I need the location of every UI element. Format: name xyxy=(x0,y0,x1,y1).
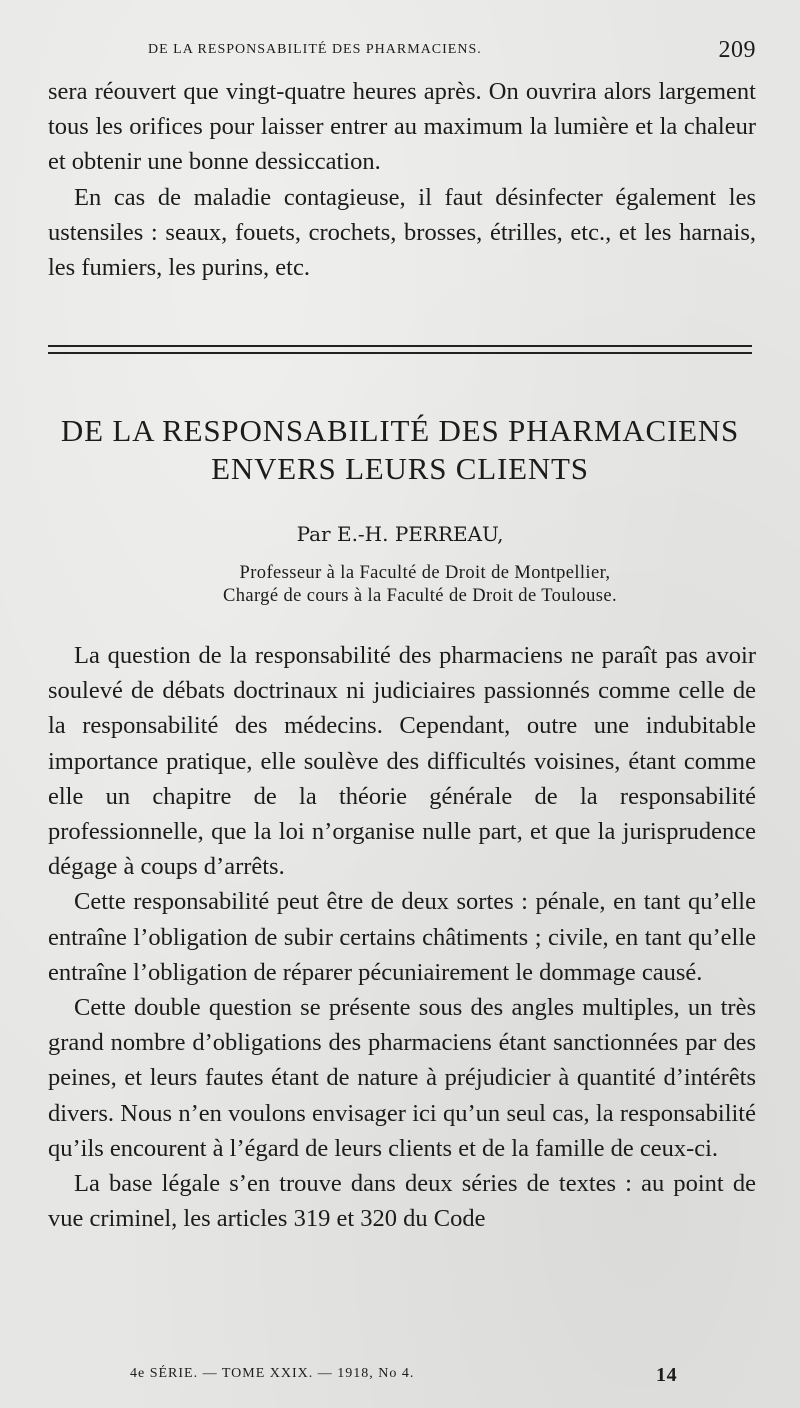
running-head-title: DE LA RESPONSABILITÉ DES PHARMACIENS. xyxy=(148,42,482,57)
signature-mark: 14 xyxy=(656,1364,678,1386)
author-name: E.-H. PERREAU, xyxy=(336,522,504,546)
byline-prefix: Par xyxy=(296,522,331,546)
article-title-line: ENVERS LEURS CLIENTS xyxy=(211,451,589,486)
page-number: 209 xyxy=(718,36,756,63)
byline xyxy=(0,522,800,546)
intro-paragraph: sera réouvert que vingt-quatre heures après. On ouvrira alors largement tous les orifices pour laisser entrer au maximum la lumière et la chaleur et obtenir une bonne dessiccation. xyxy=(48,78,756,176)
article-title-line: DE LA RESPONSABILITÉ DES PHARMACIENS xyxy=(60,413,740,448)
intro-paragraph: En cas de maladie contagieuse, il faut désinfecter également les ustensiles : seaux, fouets, crochets, brosses, étrilles, etc., et les harnais, les fumiers, les purins, etc. xyxy=(48,183,756,282)
body-paragraph: La base légale s’en trouve dans deux séries de textes : au point de vue criminel, les articles 319 et 320 du Code xyxy=(48,1170,756,1233)
article-body xyxy=(48,638,756,1236)
footer-series: 4e SÉRIE. — TOME XXIX. — 1918, No 4. xyxy=(130,1366,415,1381)
body-paragraph: Cette double question se présente sous des angles multiples, un très grand nombre d’obligations des pharmaciens étant sanctionnées par des peines, et leurs fautes étant de nature à préjudicier à quantité d’intérêts divers. Nous n’en voulons envisager ici qu’un seul cas, la responsabilité qu’ils encourent à l’égard de leurs clients et de la famille de ceux-ci. xyxy=(48,994,756,1162)
intro-text xyxy=(48,74,756,285)
article-title xyxy=(40,412,760,488)
body-paragraph: Cette responsabilité peut être de deux sortes : pénale, en tant qu’elle entraîne l’obligation de subir certains châtiments ; civile, en tant qu’elle entraîne l’obligation de réparer pécuniairement le dommage causé. xyxy=(48,888,756,986)
section-divider xyxy=(48,345,752,354)
running-head xyxy=(48,32,756,68)
body-paragraph: La question de la responsabilité des pharmaciens ne paraît pas avoir soulevé de débats doctrinaux ni judiciaires passionnés comme celle de la responsabilité des médecins. Cependant, outre une indubitable importance pratique, elle soulève des difficultés voisines, étant comme elle un chapitre de la théorie générale de la responsabilité professionnelle, que la loi n’organise nulle part, et que la jurisprudence dégage à coups d’arrêts. xyxy=(48,642,756,881)
author-affiliation: Chargé de cours à la Faculté de Droit de Toulouse. xyxy=(222,586,618,606)
author-affiliation: Professeur à la Faculté de Droit de Montpellier, xyxy=(239,563,611,583)
